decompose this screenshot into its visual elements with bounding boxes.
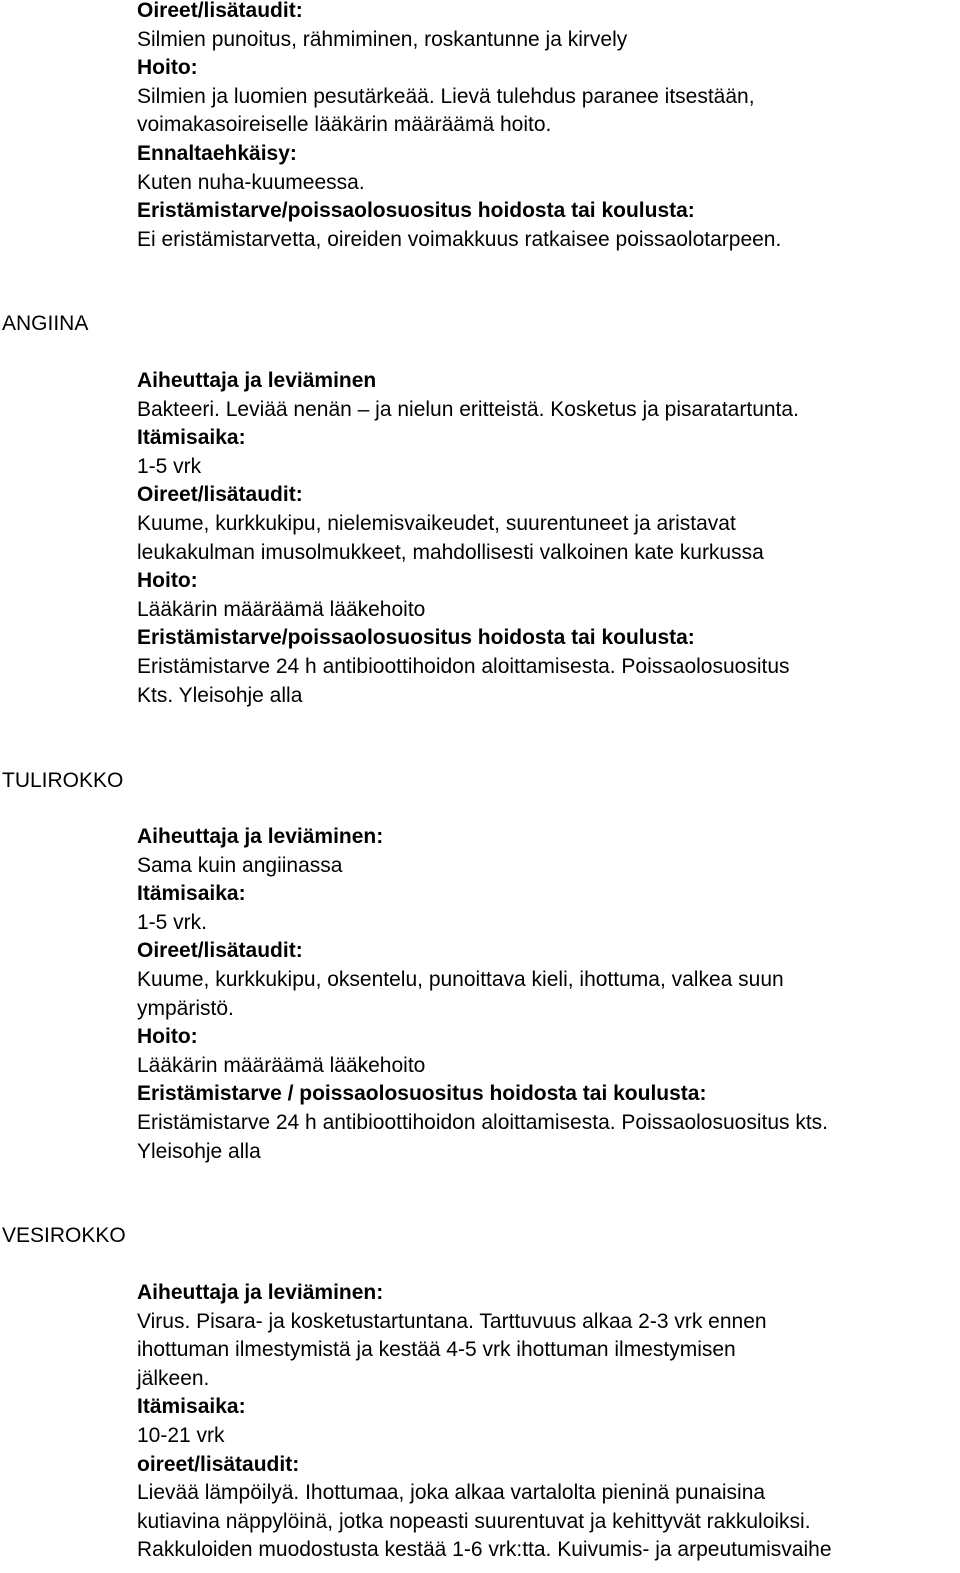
- field-text: Rakkuloiden muodostusta kestää 1-6 vrk:tta. Kuivumis- ja arpeutumisvaihe: [137, 1538, 832, 1562]
- intro-block: [137, 0, 957, 254]
- field-label: Itämisaika:: [137, 1395, 246, 1419]
- field-text: Eristämistarve 24 h antibioottihoidon aloittamisesta. Poissaolosuositus kts.: [137, 1110, 829, 1134]
- field-label: Aiheuttaja ja leviäminen:: [137, 825, 384, 848]
- field-text: Yleisohje alla: [137, 1139, 261, 1163]
- field-text: Ei eristämistarvetta, oireiden voimakkuus ratkaisee poissaolotarpeen.: [137, 227, 782, 251]
- section-heading-angiina: ANGIINA: [2, 312, 89, 335]
- field-label: Oireet/lisätaudit:: [137, 939, 303, 963]
- section-vesirokko: [137, 1279, 957, 1565]
- section-heading-vesirokko: VESIROKKO: [2, 1224, 126, 1247]
- field-label: Oireet/lisätaudit:: [137, 0, 303, 22]
- field-text: Bakteeri. Leviää nenän – ja nielun eritteistä. Kosketus ja pisaratartunta.: [137, 397, 799, 421]
- field-text: Lievää lämpöilyä. Ihottumaa, joka alkaa vartalolta pieninä punaisina: [137, 1481, 766, 1505]
- field-label: Eristämistarve / poissaolosuositus hoidosta tai koulusta:: [137, 1082, 707, 1106]
- field-label: Eristämistarve/poissaolosuositus hoidosta tai koulusta:: [137, 199, 695, 223]
- field-text: Kuume, kurkkukipu, nielemisvaikeudet, suurentuneet ja aristavat: [137, 511, 736, 535]
- field-text: 1-5 vrk: [137, 454, 202, 478]
- field-text: kutiavina näppylöinä, jotka nopeasti suurentuvat ja kehittyvät rakkuloiksi.: [137, 1509, 811, 1533]
- field-text: Sama kuin angiinassa: [137, 853, 343, 877]
- field-label: Aiheuttaja ja leviäminen: [137, 369, 377, 392]
- field-label: Hoito:: [137, 1025, 198, 1049]
- field-label: Hoito:: [137, 569, 198, 593]
- field-text: ympäristö.: [137, 996, 234, 1020]
- field-label: Hoito:: [137, 56, 198, 80]
- field-text: jälkeen.: [137, 1366, 210, 1390]
- field-text: voimakasoireiselle lääkärin määräämä hoito.: [137, 113, 552, 137]
- field-text: Virus. Pisara- ja kosketustartuntana. Tarttuvuus alkaa 2-3 vrk ennen: [137, 1309, 767, 1333]
- field-text: Silmien ja luomien pesutärkeää. Lievä tulehdus paranee itsestään,: [137, 84, 755, 108]
- field-text: Lääkärin määräämä lääkehoito: [137, 597, 426, 621]
- field-text: Kuten nuha-kuumeessa.: [137, 170, 365, 194]
- field-text: leukakulman imusolmukkeet, mahdollisesti valkoinen kate kurkussa: [137, 540, 764, 564]
- field-label: oireet/lisätaudit:: [137, 1452, 300, 1476]
- field-text: Kts. Yleisohje alla: [137, 683, 303, 707]
- field-label: Itämisaika:: [137, 882, 246, 906]
- field-text: 10-21 vrk: [137, 1423, 225, 1447]
- field-label: Oireet/lisätaudit:: [137, 483, 303, 507]
- field-text: Lääkärin määräämä lääkehoito: [137, 1053, 426, 1077]
- field-text: Kuume, kurkkukipu, oksentelu, punoittava kieli, ihottuma, valkea suun: [137, 967, 784, 991]
- section-tulirokko: [137, 823, 957, 1166]
- field-label: Itämisaika:: [137, 426, 246, 450]
- field-label: Eristämistarve/poissaolosuositus hoidosta tai koulusta:: [137, 626, 695, 650]
- field-text: ihottuman ilmestymistä ja kestää 4-5 vrk ihottuman ilmestymisen: [137, 1338, 736, 1362]
- field-text: Silmien punoitus, rähmiminen, roskantunne ja kirvely: [137, 27, 628, 51]
- field-text: Eristämistarve 24 h antibioottihoidon aloittamisesta. Poissaolosuositus: [137, 654, 790, 678]
- section-heading-tulirokko: TULIROKKO: [2, 769, 124, 792]
- field-text: 1-5 vrk.: [137, 910, 208, 934]
- section-angiina: [137, 367, 957, 710]
- field-label: Ennaltaehkäisy:: [137, 141, 297, 165]
- field-label: Aiheuttaja ja leviäminen:: [137, 1281, 384, 1304]
